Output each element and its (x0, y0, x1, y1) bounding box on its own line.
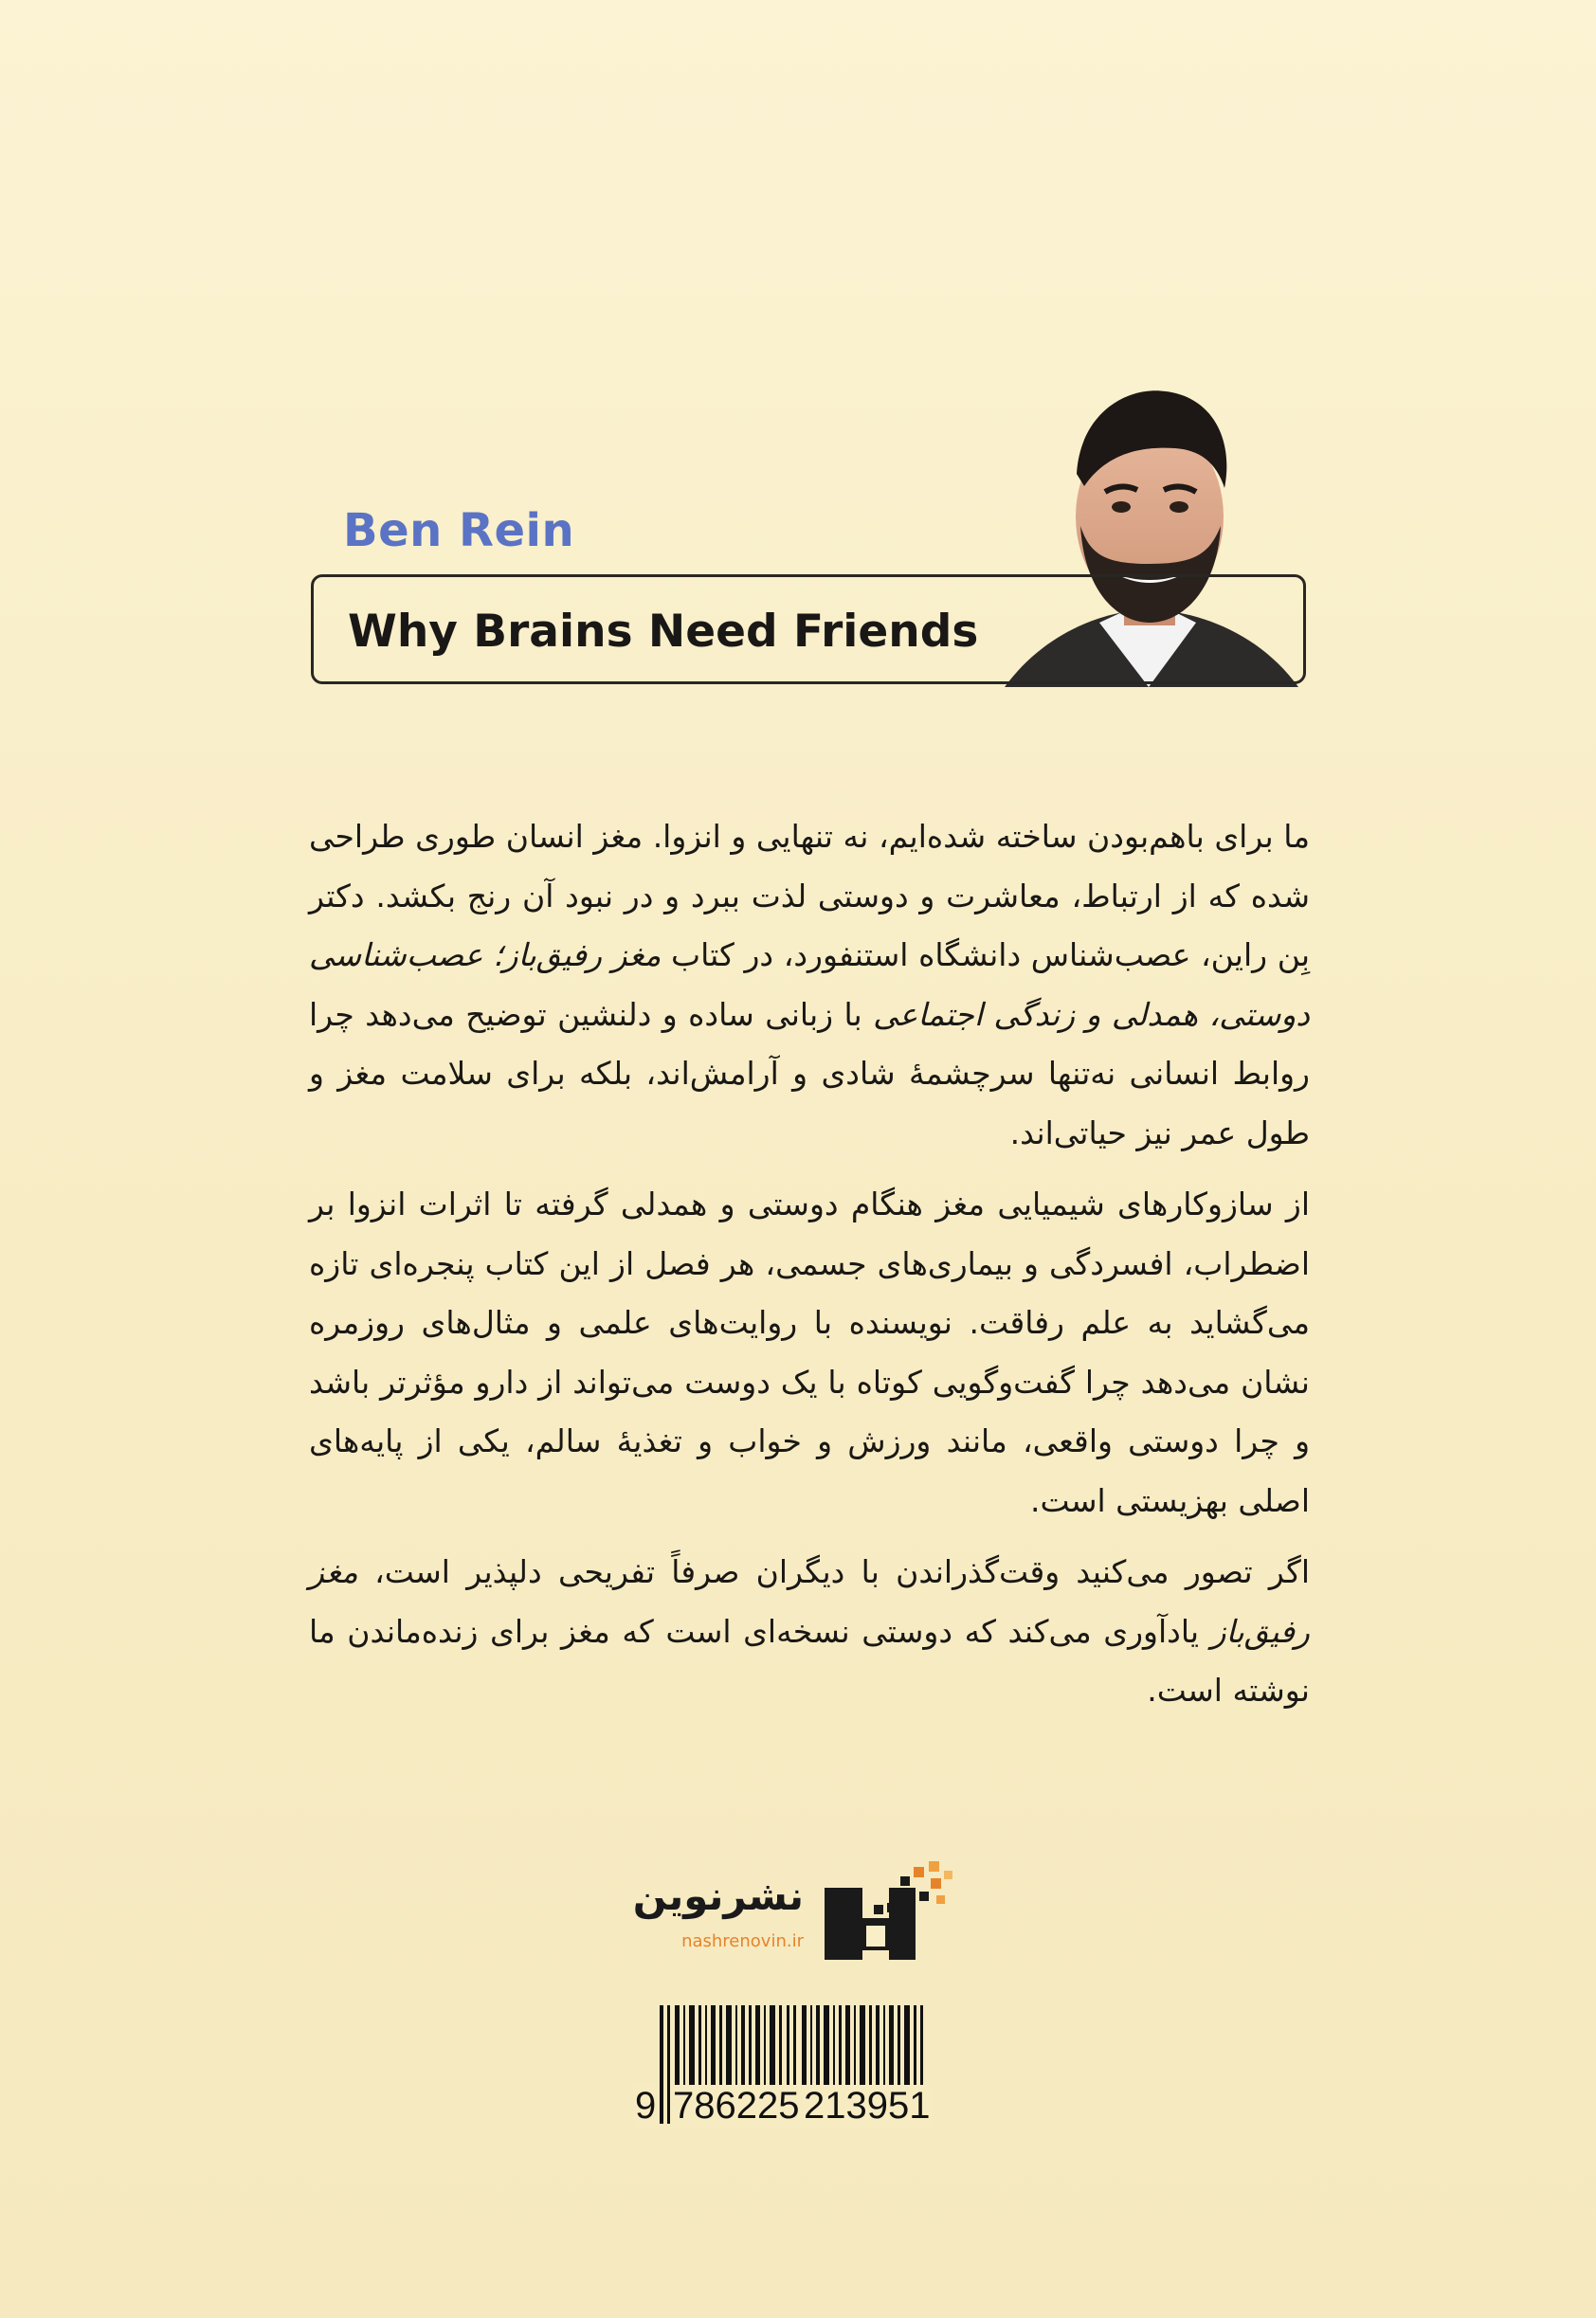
blurb-paragraph-3 (309, 1543, 1310, 1721)
isbn-group-1: 786225 (673, 2085, 800, 2127)
isbn-group-2: 213951 (804, 2085, 931, 2127)
isbn-first-digit: 9 (635, 2085, 657, 2127)
publisher-logo (632, 1859, 989, 1973)
publisher-mark-icon (819, 1859, 989, 1973)
publisher-name: نشرنوین (632, 1873, 804, 1919)
publisher-url: nashrenovin.ir (681, 1931, 804, 1951)
blurb-p3-text-a: اگر تصور می‌کنید وقت‌گذراندن با دیگران صرفاً تفریحی دلپذیر است، (357, 1553, 1310, 1590)
author-name: Ben Rein (343, 504, 575, 557)
back-cover-blurb (309, 807, 1310, 1733)
blurb-paragraph-2: از سازوکارهای شیمیایی مغز هنگام دوستی و همدلی گرفته تا اثرات انزوا بر اضطراب، افسردگی و بیماری‌های جسمی، هر فصل از این کتاب پنجره‌ای تازه می‌گشاید به علم رفاقت. نویسنده با روایت‌های علمی و مثال‌های روزمره نشان می‌دهد چرا گفت‌وگویی کوتاه با یک دوست می‌تواند از دارو مؤثرتر باشد و چرا دوستی واقعی، مانند ورزش و خواب و تغذیهٔ سالم، یکی از پایه‌های اصلی بهزیستی است. (309, 1186, 1310, 1519)
blurb-p3-book-title: مغز رفیق‌باز (309, 1553, 1310, 1650)
blurb-paragraph-1 (309, 807, 1310, 1163)
book-title: Why Brains Need Friends (348, 606, 979, 658)
blurb-p1-book-title: مغز رفیق‌باز؛ عصب‌شناسی دوستی، همدلی و زندگی اجتماعی (309, 936, 1310, 1033)
title-frame (311, 574, 1306, 684)
isbn-digits (633, 2074, 955, 2130)
blurb-p3-text-b: یادآوری می‌کند که دوستی نسخه‌ای است که مغز برای زنده‌ماندن ما نوشته است. (309, 1612, 1310, 1709)
blurb-p1-text-a: ما برای باهم‌بودن ساخته شده‌ایم، نه تنهایی و انزوا. مغز انسان طوری طراحی شده که از ارتباط، معاشرت و دوستی لذت ببرد و در نبود آن رنج بکشد. دکتر بِن راین، عصب‌شناس دانشگاه استنفورد، در کتاب (309, 818, 1311, 973)
blurb-p1-text-b: با زبانی ساده و دلنشین توضیح می‌دهد چرا روابط انسانی نه‌تنها سرچشمهٔ شادی و آرامش‌اند، بلکه برای سلامت مغز و طول عمر نیز حیاتی‌اند. (309, 995, 1310, 1151)
